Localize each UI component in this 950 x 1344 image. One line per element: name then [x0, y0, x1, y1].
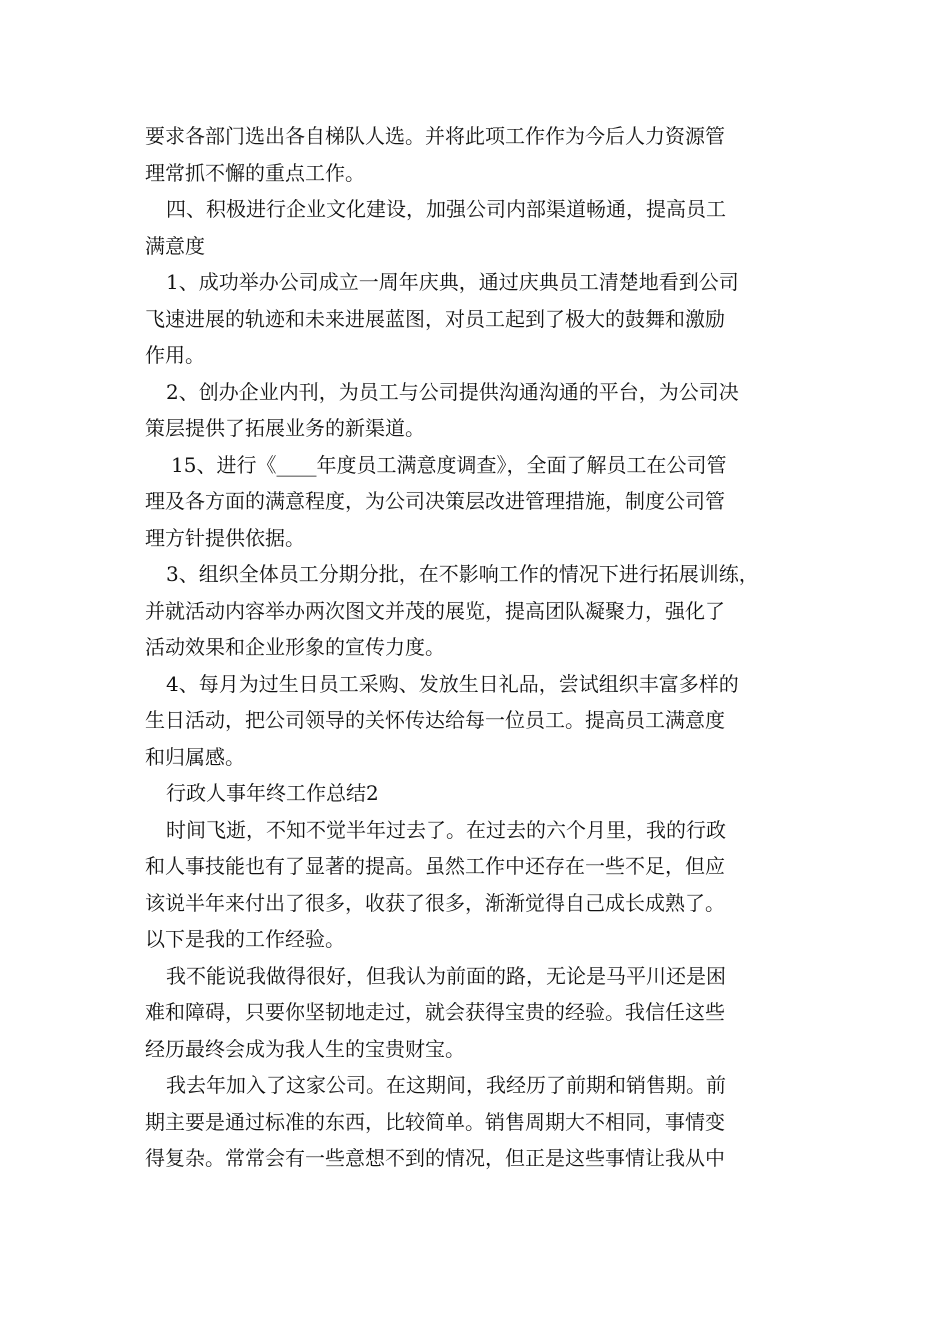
- document-line: 得复杂。常常会有一些意想不到的情况，但正是这些事情让我从中: [145, 1146, 725, 1170]
- document-line: 我去年加入了这家公司。在这期间，我经历了前期和销售期。前: [166, 1073, 726, 1097]
- document-line: 理常抓不懈的重点工作。: [145, 160, 365, 185]
- document-line: 以下是我的工作经验。: [145, 927, 345, 951]
- document-line: 满意度: [145, 233, 205, 258]
- document-line: 理方针提供依据。: [145, 525, 305, 550]
- document-line: 策层提供了拓展业务的新渠道。: [145, 416, 425, 440]
- document-line: 和人事技能也有了显著的提高。虽然工作中还存在一些不足，但应: [145, 854, 725, 878]
- document-body: [145, 118, 810, 1177]
- document-line: 时间飞逝，不知不觉半年过去了。在过去的六个月里，我的行政: [166, 817, 726, 842]
- document-line: 经历最终会成为我人生的宝贵财宝。: [145, 1036, 465, 1061]
- document-line: 2、创办企业内刊，为员工与公司提供沟通沟通的平台，为公司决: [166, 379, 739, 404]
- document-line: 1、成功举办公司成立一周年庆典，通过庆典员工清楚地看到公司: [166, 270, 739, 294]
- document-line: 行政人事年终工作总结2: [166, 781, 379, 805]
- document-line: 活动效果和企业形象的宣传力度。: [145, 635, 445, 659]
- document-line: 难和障碍，只要你坚韧地走过，就会获得宝贵的经验。我信任这些: [145, 1000, 725, 1024]
- document-line: 生日活动，把公司领导的关怀传达给每一位员工。提高员工满意度: [145, 708, 725, 732]
- document-line: 要求各部门选出各自梯队人选。并将此项工作作为今后人力资源管: [145, 124, 725, 148]
- document-line: 并就活动内容举办两次图文并茂的展览，提高团队凝聚力，强化了: [145, 598, 725, 623]
- document-line: 我不能说我做得很好，但我认为前面的路，无论是马平川还是困: [166, 963, 726, 988]
- document-line: 飞速进展的轨迹和未来进展蓝图，对员工起到了极大的鼓舞和激励: [145, 306, 725, 331]
- document-line: 该说半年来付出了很多，收获了很多，渐渐觉得自己成长成熟了。: [145, 890, 725, 915]
- document-line: 期主要是通过标准的东西，比较简单。销售周期大不相同，事情变: [145, 1109, 725, 1134]
- document-line: 15、进行《____年度员工满意度调查》，全面了解员工在公司管: [171, 452, 727, 477]
- document-line: 作用。: [145, 343, 205, 367]
- document-line: 3、组织全体员工分期分批，在不影响工作的情况下进行拓展训练，: [166, 562, 759, 586]
- document-line: 4、每月为过生日员工采购、发放生日礼品，尝试组织丰富多样的: [166, 671, 739, 696]
- document-line: 四、积极进行企业文化建设，加强公司内部渠道畅通，提高员工: [166, 197, 726, 221]
- document-line: 理及各方面的满意程度，为公司决策层改进管理措施，制度公司管: [145, 489, 725, 513]
- document-line: 和归属感。: [145, 744, 245, 769]
